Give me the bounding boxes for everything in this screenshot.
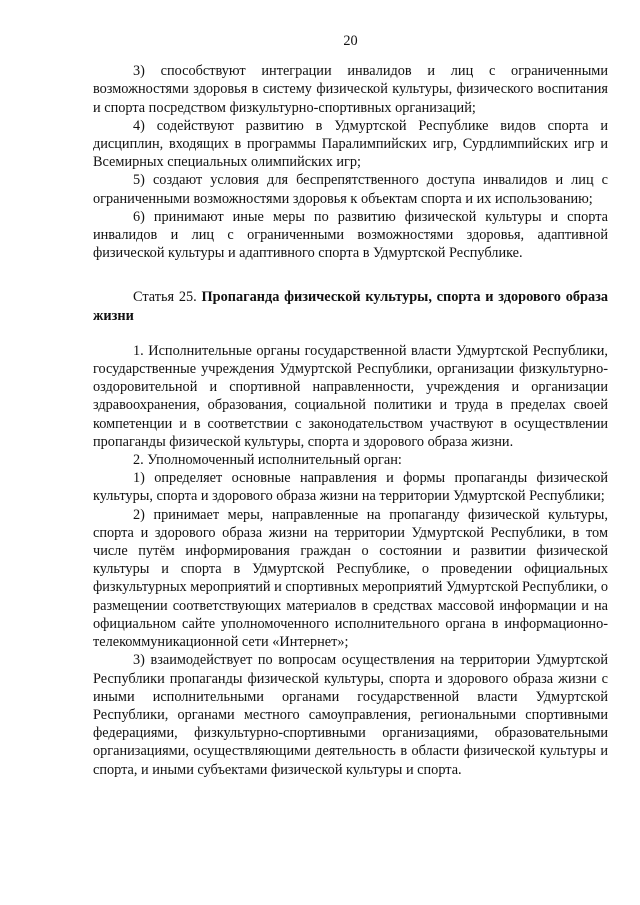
article-label: Статья 25. [133, 289, 197, 306]
subitem-3: 3) взаимодействует по вопросам осуществления на территории Удмуртской Республики пропаганды физической культуры, спорта и здорового образа жизни с иными исполнительными органами государственной власти Удмуртской Республики, органами местного самоуправления, региональными спортивными федерациями, физкультурно-спортивными организациями, образовательными организациями, осуществляющими деятельность в области физической культуры и спорта, и иными субъектами физической культуры и спорта. [93, 652, 608, 778]
paragraph-2: 2. Уполномоченный исполнительный орган: [133, 452, 402, 469]
article-title [93, 288, 608, 324]
subitem-1: 1) определяет основные направления и формы пропаганды физической культуры, спорта и здорового образа жизни на территории Удмуртской Республики; [93, 470, 608, 505]
list-item-4: 4) содействуют развитию в Удмуртской Республике видов спорта и дисциплин, входящих в программы Паралимпийских игр, Сурдлимпийских игр и Всемирных специальных олимпийских игр; [93, 117, 608, 171]
list-item-5: 5) создают условия для беспрепятственного доступа инвалидов и лиц с ограниченными возможностями здоровья к объектам спорта и их использованию; [93, 172, 608, 207]
list-item-6: 6) принимают иные меры по развитию физической культуры и спорта инвалидов и лиц с ограниченными возможностями здоровья, адаптивной физической культуры и адаптивного спорта в Удмуртской Республике. [93, 208, 608, 262]
page-number: 20 [343, 33, 358, 49]
paragraph-1: 1. Исполнительные органы государственной власти Удмуртской Республики, государственные учреждения Удмуртской Республики, организации физкультурно-оздоровительной и спортивной направленности, учреждения и организации здравоохранения, образования, социальной политики и труда в пределах своей компетенции и в соответствии с законодательством участвуют в осуществлении пропаганды физической культуры, спорта и здорового образа жизни. [93, 342, 608, 450]
subitem-2: 2) принимает меры, направленные на пропаганду физической культуры, спорта и здорового образа жизни на территории Удмуртской Республики, в том числе путём информирования граждан о состоянии и развитии физической культуры и спорта в Удмуртской Республике, о проведении официальных физкультурных мероприятий и спортивных мероприятий Удмуртской Республики, о размещении соответствующих материалов в средствах массовой информации и на официальном сайте уполномоченного исполнительного органа в информационно-телекоммуникационной сети «Интернет»; [93, 506, 608, 651]
list-item-3: 3) способствуют интеграции инвалидов и лиц с ограниченными возможностями здоровья в систему физической культуры, физического воспитания и спорта посредством физкультурно-спортивных организаций; [93, 63, 608, 116]
article-heading: Пропаганда физической культуры, спорта и здорового образа жизни [93, 289, 608, 324]
